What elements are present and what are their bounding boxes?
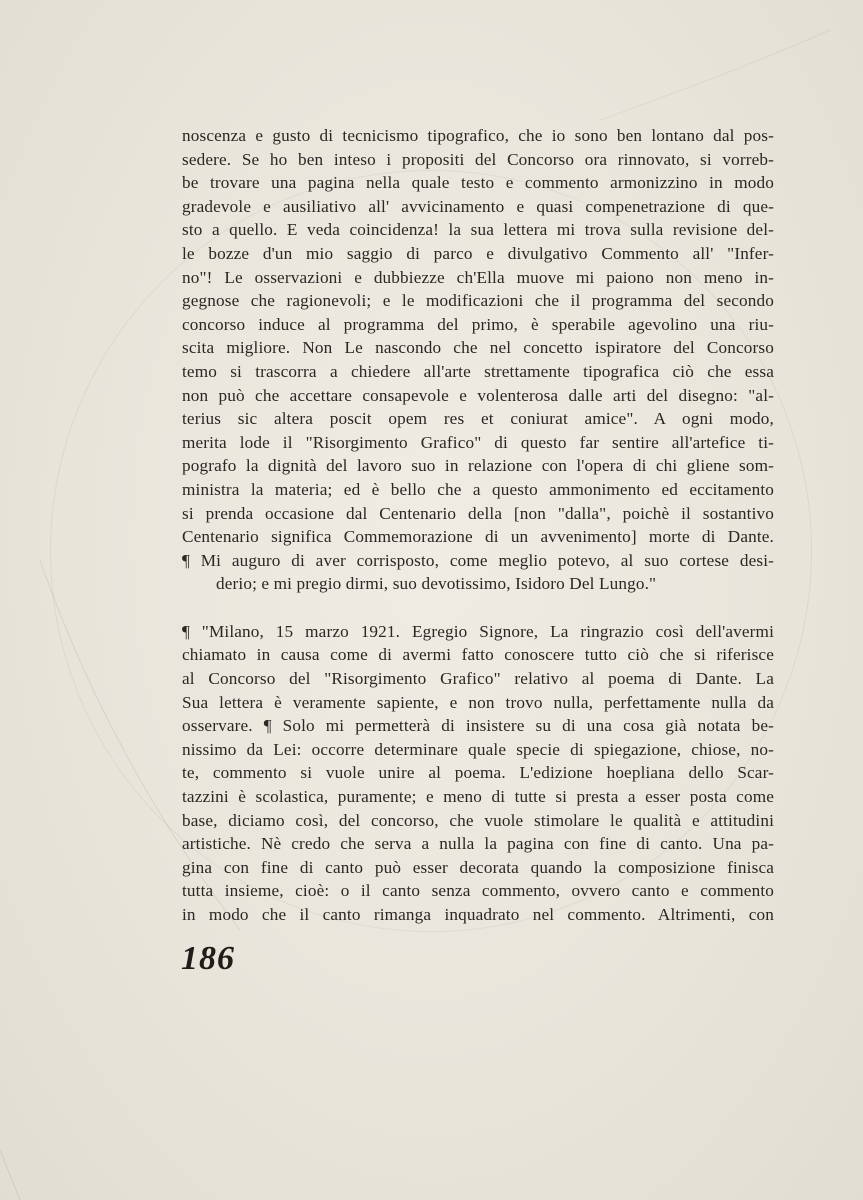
text-line: Sua lettera è veramente sapiente, e non trovo nulla, perfettamente nulla da [182, 692, 774, 712]
text-line: terius sic altera poscit opem res et coniurat amice". A ogni modo, [182, 409, 774, 429]
text-line: be trovare una pagina nella quale testo e commento armonizzino in modo [182, 173, 774, 193]
text-line: le bozze d'un mio saggio di parco e divulgativo Commento all' "Infer- [182, 243, 774, 263]
page-number: 186 [181, 940, 235, 977]
text-line: gradevole e ausiliativo all' avvicinamento e quasi compenetrazione di que- [182, 196, 774, 216]
text-line: tazzini è scolastica, puramente; e meno di tutte si presta a esser posta come [182, 787, 774, 807]
text-line: derio; e mi pregio dirmi, suo devotissimo, Isidoro Del Lungo." [216, 574, 657, 594]
text-line: in modo che il canto rimanga inquadrato nel commento. Altrimenti, con [182, 905, 774, 924]
text-line: noscenza e gusto di tecnicismo tipografico, che io sono ben lontano dal pos- [182, 126, 774, 145]
text-line: no"! Le osservazioni e dubbiezze ch'Ella muove mi paiono non meno in- [182, 267, 774, 287]
text-line: sto a quello. E veda coincidenza! la sua lettera mi trova sulla revisione del- [182, 220, 774, 240]
text-line: scita migliore. Non Le nascondo che nel concetto ispiratore del Concorso [182, 338, 774, 358]
text-line: nissimo da Lei: occorre determinare quale specie di spiegazione, chiose, no- [182, 739, 774, 759]
text-line: gina con fine di canto può esser decorata quando la composizione finisca [182, 857, 774, 877]
text-line: gegnose che ragionevoli; e le modificazioni che il programma del secondo [182, 291, 774, 311]
text-line: si prenda occasione dal Centenario della [non "dalla", poichè il sostantivo [182, 503, 774, 523]
text-line: artistiche. Nè credo che serva a nulla la pagina con fine di canto. Una pa- [182, 834, 774, 854]
paragraph-letter-milano [182, 620, 774, 927]
text-line: osservare. ¶ Solo mi permetterà di insistere su di una cosa già notata be- [182, 716, 774, 736]
text-line: ministra la materia; ed è bello che a questo ammonimento ed eccitamento [182, 479, 774, 499]
text-line: tutta insieme, cioè: o il canto senza commento, ovvero canto e commento [182, 881, 774, 901]
text-line: al Concorso del "Risorgimento Grafico" relativo al poema di Dante. La [182, 669, 774, 689]
text-line: concorso induce al programma del primo, è sperabile agevolino una riu- [182, 314, 774, 334]
body-text [182, 124, 774, 927]
paragraph-letter-del-lungo [182, 124, 774, 572]
text-line: sedere. Se ho ben inteso i propositi del Concorso ora rinnovato, si vorreb- [182, 149, 774, 169]
text-line: te, commento si vuole unire al poema. L'edizione hoepliana dello Scar- [182, 763, 774, 783]
text-line: Centenario significa Commemorazione di un avvenimento] morte di Dante. [182, 527, 774, 547]
text-line: chiamato in causa come di avermi fatto conoscere tutto ciò che si riferisce [182, 645, 774, 665]
text-line: non può che accettare consapevole e volenterosa dalle arti del disegno: "al- [182, 385, 774, 405]
text-line: base, diciamo così, del concorso, che vuole stimolare le qualità e attitudini [182, 810, 774, 830]
text-line: ¶ Mi auguro di aver corrisposto, come meglio potevo, al suo cortese desi- [182, 550, 774, 570]
text-line: ¶ "Milano, 15 marzo 1921. Egregio Signore, La ringrazio così dell'avermi [182, 621, 774, 641]
text-line: merita lode il "Risorgimento Grafico" di questo far sentire all'artefice ti- [182, 432, 774, 452]
text-line: temo si trascorra a chiedere all'arte strettamente tipografica ciò che essa [182, 361, 774, 381]
text-line: pografo la dignità del lavoro suo in relazione con l'opera di chi gliene som- [182, 456, 774, 476]
